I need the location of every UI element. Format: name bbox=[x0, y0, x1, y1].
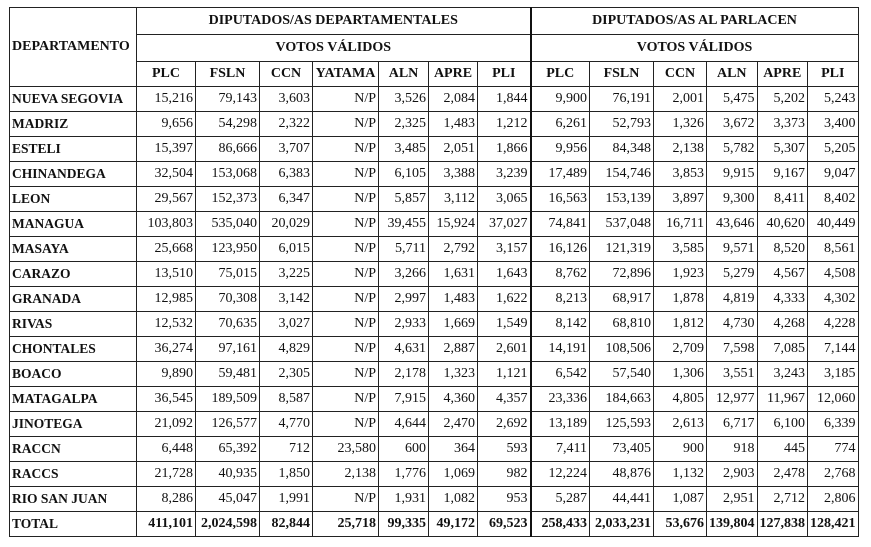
par-vote-cell: 74,841 bbox=[531, 212, 590, 237]
dep-vote-cell: 1,212 bbox=[478, 112, 531, 137]
department-name: CHINANDEGA bbox=[10, 162, 137, 187]
dep-vote-cell: 86,666 bbox=[196, 137, 260, 162]
table-row bbox=[10, 312, 859, 337]
dep-vote-cell: N/P bbox=[313, 412, 379, 437]
par-vote-cell: 8,142 bbox=[531, 312, 590, 337]
par-vote-cell: 7,085 bbox=[757, 337, 808, 362]
dep-vote-cell: 79,143 bbox=[196, 87, 260, 112]
par-vote-cell: 4,508 bbox=[808, 262, 859, 287]
par-vote-cell: 68,917 bbox=[590, 287, 654, 312]
par-vote-cell: 9,900 bbox=[531, 87, 590, 112]
par-vote-cell: 73,405 bbox=[590, 437, 654, 462]
par-vote-cell: 4,302 bbox=[808, 287, 859, 312]
par-vote-cell: 918 bbox=[707, 437, 758, 462]
par-vote-cell: 3,672 bbox=[707, 112, 758, 137]
dep-vote-cell: 36,274 bbox=[137, 337, 196, 362]
par-vote-cell: 4,805 bbox=[654, 387, 707, 412]
par-vote-cell: 7,411 bbox=[531, 437, 590, 462]
dep-vote-cell: 3,142 bbox=[260, 287, 313, 312]
dep-vote-cell: 2,325 bbox=[379, 112, 429, 137]
par-vote-cell: 43,646 bbox=[707, 212, 758, 237]
par-vote-cell: 4,567 bbox=[757, 262, 808, 287]
dep-vote-cell: 4,644 bbox=[379, 412, 429, 437]
par-vote-cell: 1,326 bbox=[654, 112, 707, 137]
department-name: NUEVA SEGOVIA bbox=[10, 87, 137, 112]
total-label: TOTAL bbox=[10, 512, 137, 537]
results-table-container bbox=[9, 7, 859, 537]
dep-vote-cell: 535,040 bbox=[196, 212, 260, 237]
par-vote-cell: 1,923 bbox=[654, 262, 707, 287]
dep-vote-cell: 2,792 bbox=[429, 237, 478, 262]
dep-vote-cell: 153,068 bbox=[196, 162, 260, 187]
par-vote-cell: 127,838 bbox=[757, 512, 808, 537]
col-header-dep-aln: ALN bbox=[379, 62, 429, 87]
table-row bbox=[10, 137, 859, 162]
dep-vote-cell: 2,051 bbox=[429, 137, 478, 162]
dep-vote-cell: 97,161 bbox=[196, 337, 260, 362]
par-vote-cell: 40,449 bbox=[808, 212, 859, 237]
dep-vote-cell: 3,027 bbox=[260, 312, 313, 337]
department-name: JINOTEGA bbox=[10, 412, 137, 437]
dep-vote-cell: 1,931 bbox=[379, 487, 429, 512]
dep-vote-cell: 593 bbox=[478, 437, 531, 462]
par-vote-cell: 17,489 bbox=[531, 162, 590, 187]
col-header-par-plc: PLC bbox=[531, 62, 590, 87]
dep-vote-cell: 2,887 bbox=[429, 337, 478, 362]
par-vote-cell: 2,613 bbox=[654, 412, 707, 437]
par-vote-cell: 3,400 bbox=[808, 112, 859, 137]
dep-vote-cell: 2,322 bbox=[260, 112, 313, 137]
dep-vote-cell: N/P bbox=[313, 487, 379, 512]
par-vote-cell: 16,126 bbox=[531, 237, 590, 262]
dep-vote-cell: 37,027 bbox=[478, 212, 531, 237]
dep-vote-cell: N/P bbox=[313, 187, 379, 212]
par-vote-cell: 12,224 bbox=[531, 462, 590, 487]
dep-vote-cell: 65,392 bbox=[196, 437, 260, 462]
group-title-parlacen: DIPUTADOS/AS AL PARLACEN bbox=[531, 8, 859, 35]
dep-vote-cell: 36,545 bbox=[137, 387, 196, 412]
department-name: CARAZO bbox=[10, 262, 137, 287]
par-vote-cell: 12,060 bbox=[808, 387, 859, 412]
dep-vote-cell: 3,065 bbox=[478, 187, 531, 212]
dep-vote-cell: 8,587 bbox=[260, 387, 313, 412]
dep-vote-cell: N/P bbox=[313, 237, 379, 262]
dep-vote-cell: 1,991 bbox=[260, 487, 313, 512]
dep-vote-cell: 6,448 bbox=[137, 437, 196, 462]
par-vote-cell: 57,540 bbox=[590, 362, 654, 387]
department-name: BOACO bbox=[10, 362, 137, 387]
par-vote-cell: 4,333 bbox=[757, 287, 808, 312]
dep-vote-cell: 3,526 bbox=[379, 87, 429, 112]
dep-vote-cell: 1,483 bbox=[429, 112, 478, 137]
par-vote-cell: 2,138 bbox=[654, 137, 707, 162]
par-vote-cell: 6,100 bbox=[757, 412, 808, 437]
department-name: MADRIZ bbox=[10, 112, 137, 137]
par-vote-cell: 3,897 bbox=[654, 187, 707, 212]
par-vote-cell: 2,951 bbox=[707, 487, 758, 512]
par-vote-cell: 4,819 bbox=[707, 287, 758, 312]
col-header-par-pli: PLI bbox=[808, 62, 859, 87]
par-vote-cell: 445 bbox=[757, 437, 808, 462]
par-vote-cell: 2,712 bbox=[757, 487, 808, 512]
department-name: LEON bbox=[10, 187, 137, 212]
table-row bbox=[10, 112, 859, 137]
dep-vote-cell: 20,029 bbox=[260, 212, 313, 237]
par-vote-cell: 5,782 bbox=[707, 137, 758, 162]
dep-vote-cell: 1,866 bbox=[478, 137, 531, 162]
dep-vote-cell: 99,335 bbox=[379, 512, 429, 537]
dep-vote-cell: 3,485 bbox=[379, 137, 429, 162]
table-row bbox=[10, 162, 859, 187]
table-row bbox=[10, 287, 859, 312]
dep-vote-cell: N/P bbox=[313, 337, 379, 362]
par-vote-cell: 7,598 bbox=[707, 337, 758, 362]
dep-vote-cell: 21,092 bbox=[137, 412, 196, 437]
dep-vote-cell: 3,225 bbox=[260, 262, 313, 287]
col-header-dep-ccn: CCN bbox=[260, 62, 313, 87]
col-header-dep-yatama: YATAMA bbox=[313, 62, 379, 87]
dep-vote-cell: 54,298 bbox=[196, 112, 260, 137]
dep-vote-cell: 2,024,598 bbox=[196, 512, 260, 537]
dep-vote-cell: N/P bbox=[313, 262, 379, 287]
dep-vote-cell: N/P bbox=[313, 287, 379, 312]
par-vote-cell: 9,571 bbox=[707, 237, 758, 262]
dep-vote-cell: 152,373 bbox=[196, 187, 260, 212]
table-row bbox=[10, 237, 859, 262]
dep-vote-cell: 2,084 bbox=[429, 87, 478, 112]
dep-vote-cell: 1,483 bbox=[429, 287, 478, 312]
par-vote-cell: 1,132 bbox=[654, 462, 707, 487]
par-vote-cell: 900 bbox=[654, 437, 707, 462]
dep-vote-cell: 2,470 bbox=[429, 412, 478, 437]
dep-vote-cell: 15,397 bbox=[137, 137, 196, 162]
par-vote-cell: 3,185 bbox=[808, 362, 859, 387]
table-row bbox=[10, 362, 859, 387]
dep-vote-cell: 6,105 bbox=[379, 162, 429, 187]
par-vote-cell: 40,620 bbox=[757, 212, 808, 237]
dep-vote-cell: 70,635 bbox=[196, 312, 260, 337]
dep-vote-cell: 4,829 bbox=[260, 337, 313, 362]
dep-vote-cell: 3,388 bbox=[429, 162, 478, 187]
dep-vote-cell: 3,239 bbox=[478, 162, 531, 187]
dep-vote-cell: N/P bbox=[313, 312, 379, 337]
col-header-par-fsln: FSLN bbox=[590, 62, 654, 87]
par-vote-cell: 1,306 bbox=[654, 362, 707, 387]
par-vote-cell: 4,730 bbox=[707, 312, 758, 337]
department-name: RIVAS bbox=[10, 312, 137, 337]
par-vote-cell: 5,279 bbox=[707, 262, 758, 287]
dep-vote-cell: 2,138 bbox=[313, 462, 379, 487]
table-row bbox=[10, 87, 859, 112]
par-vote-cell: 5,243 bbox=[808, 87, 859, 112]
dep-vote-cell: 6,347 bbox=[260, 187, 313, 212]
par-vote-cell: 537,048 bbox=[590, 212, 654, 237]
table-row bbox=[10, 462, 859, 487]
par-vote-cell: 6,339 bbox=[808, 412, 859, 437]
par-vote-cell: 3,551 bbox=[707, 362, 758, 387]
dep-vote-cell: 2,692 bbox=[478, 412, 531, 437]
table-row bbox=[10, 337, 859, 362]
dep-vote-cell: 2,997 bbox=[379, 287, 429, 312]
group-subtitle-departamentales: VOTOS VÁLIDOS bbox=[137, 35, 531, 62]
dep-vote-cell: N/P bbox=[313, 87, 379, 112]
dep-vote-cell: 6,015 bbox=[260, 237, 313, 262]
par-vote-cell: 44,441 bbox=[590, 487, 654, 512]
par-vote-cell: 2,709 bbox=[654, 337, 707, 362]
dep-vote-cell: N/P bbox=[313, 387, 379, 412]
par-vote-cell: 16,563 bbox=[531, 187, 590, 212]
dep-vote-cell: 1,844 bbox=[478, 87, 531, 112]
dep-vote-cell: N/P bbox=[313, 112, 379, 137]
department-name: RIO SAN JUAN bbox=[10, 487, 137, 512]
dep-vote-cell: 1,549 bbox=[478, 312, 531, 337]
dep-vote-cell: 2,178 bbox=[379, 362, 429, 387]
dep-vote-cell: N/P bbox=[313, 162, 379, 187]
par-vote-cell: 9,915 bbox=[707, 162, 758, 187]
par-vote-cell: 2,903 bbox=[707, 462, 758, 487]
par-vote-cell: 139,804 bbox=[707, 512, 758, 537]
dep-vote-cell: 712 bbox=[260, 437, 313, 462]
par-vote-cell: 184,663 bbox=[590, 387, 654, 412]
dep-vote-cell: 1,622 bbox=[478, 287, 531, 312]
department-name: MASAYA bbox=[10, 237, 137, 262]
par-vote-cell: 3,373 bbox=[757, 112, 808, 137]
par-vote-cell: 2,768 bbox=[808, 462, 859, 487]
par-vote-cell: 11,967 bbox=[757, 387, 808, 412]
par-vote-cell: 76,191 bbox=[590, 87, 654, 112]
par-vote-cell: 1,878 bbox=[654, 287, 707, 312]
table-row bbox=[10, 412, 859, 437]
par-vote-cell: 6,542 bbox=[531, 362, 590, 387]
par-vote-cell: 2,806 bbox=[808, 487, 859, 512]
department-header: DEPARTAMENTO bbox=[10, 8, 137, 87]
dep-vote-cell: 1,643 bbox=[478, 262, 531, 287]
par-vote-cell: 4,268 bbox=[757, 312, 808, 337]
dep-vote-cell: 6,383 bbox=[260, 162, 313, 187]
par-vote-cell: 154,746 bbox=[590, 162, 654, 187]
par-vote-cell: 9,047 bbox=[808, 162, 859, 187]
dep-vote-cell: 7,915 bbox=[379, 387, 429, 412]
department-name: CHONTALES bbox=[10, 337, 137, 362]
dep-vote-cell: 4,360 bbox=[429, 387, 478, 412]
dep-vote-cell: N/P bbox=[313, 212, 379, 237]
dep-vote-cell: 2,933 bbox=[379, 312, 429, 337]
department-name: GRANADA bbox=[10, 287, 137, 312]
par-vote-cell: 7,144 bbox=[808, 337, 859, 362]
dep-vote-cell: 1,121 bbox=[478, 362, 531, 387]
par-vote-cell: 5,307 bbox=[757, 137, 808, 162]
dep-vote-cell: 2,305 bbox=[260, 362, 313, 387]
table-body bbox=[10, 87, 859, 537]
total-row bbox=[10, 512, 859, 537]
dep-vote-cell: 23,580 bbox=[313, 437, 379, 462]
dep-vote-cell: 59,481 bbox=[196, 362, 260, 387]
par-vote-cell: 16,711 bbox=[654, 212, 707, 237]
col-header-dep-plc: PLC bbox=[137, 62, 196, 87]
col-header-dep-apre: APRE bbox=[429, 62, 478, 87]
dep-vote-cell: 3,112 bbox=[429, 187, 478, 212]
dep-vote-cell: 3,707 bbox=[260, 137, 313, 162]
group-title-departamentales: DIPUTADOS/AS DEPARTAMENTALES bbox=[137, 8, 531, 35]
dep-vote-cell: 1,082 bbox=[429, 487, 478, 512]
par-vote-cell: 258,433 bbox=[531, 512, 590, 537]
par-vote-cell: 9,300 bbox=[707, 187, 758, 212]
par-vote-cell: 8,402 bbox=[808, 187, 859, 212]
dep-vote-cell: 1,323 bbox=[429, 362, 478, 387]
par-vote-cell: 72,896 bbox=[590, 262, 654, 287]
dep-vote-cell: 3,266 bbox=[379, 262, 429, 287]
par-vote-cell: 2,001 bbox=[654, 87, 707, 112]
par-vote-cell: 2,033,231 bbox=[590, 512, 654, 537]
par-vote-cell: 121,319 bbox=[590, 237, 654, 262]
par-vote-cell: 68,810 bbox=[590, 312, 654, 337]
par-vote-cell: 153,139 bbox=[590, 187, 654, 212]
dep-vote-cell: 1,669 bbox=[429, 312, 478, 337]
col-header-par-apre: APRE bbox=[757, 62, 808, 87]
column-header-row bbox=[10, 62, 859, 87]
dep-vote-cell: 21,728 bbox=[137, 462, 196, 487]
col-header-dep-fsln: FSLN bbox=[196, 62, 260, 87]
table-row bbox=[10, 212, 859, 237]
department-name: MATAGALPA bbox=[10, 387, 137, 412]
dep-vote-cell: 32,504 bbox=[137, 162, 196, 187]
dep-vote-cell: 5,711 bbox=[379, 237, 429, 262]
par-vote-cell: 13,189 bbox=[531, 412, 590, 437]
dep-vote-cell: N/P bbox=[313, 362, 379, 387]
dep-vote-cell: 9,890 bbox=[137, 362, 196, 387]
par-vote-cell: 8,213 bbox=[531, 287, 590, 312]
dep-vote-cell: 4,770 bbox=[260, 412, 313, 437]
dep-vote-cell: 1,631 bbox=[429, 262, 478, 287]
table-row bbox=[10, 437, 859, 462]
dep-vote-cell: 982 bbox=[478, 462, 531, 487]
par-vote-cell: 8,762 bbox=[531, 262, 590, 287]
par-vote-cell: 14,191 bbox=[531, 337, 590, 362]
dep-vote-cell: 15,216 bbox=[137, 87, 196, 112]
par-vote-cell: 52,793 bbox=[590, 112, 654, 137]
table-row bbox=[10, 387, 859, 412]
dep-vote-cell: 1,850 bbox=[260, 462, 313, 487]
dep-vote-cell: 15,924 bbox=[429, 212, 478, 237]
col-header-dep-pli: PLI bbox=[478, 62, 531, 87]
group-subtitle-parlacen: VOTOS VÁLIDOS bbox=[531, 35, 859, 62]
dep-vote-cell: 40,935 bbox=[196, 462, 260, 487]
par-vote-cell: 5,287 bbox=[531, 487, 590, 512]
dep-vote-cell: 3,603 bbox=[260, 87, 313, 112]
col-header-par-aln: ALN bbox=[707, 62, 758, 87]
dep-vote-cell: 5,857 bbox=[379, 187, 429, 212]
par-vote-cell: 1,087 bbox=[654, 487, 707, 512]
par-vote-cell: 128,421 bbox=[808, 512, 859, 537]
dep-vote-cell: 600 bbox=[379, 437, 429, 462]
par-vote-cell: 23,336 bbox=[531, 387, 590, 412]
dep-vote-cell: 8,286 bbox=[137, 487, 196, 512]
dep-vote-cell: 953 bbox=[478, 487, 531, 512]
department-name: RACCN bbox=[10, 437, 137, 462]
dep-vote-cell: 70,308 bbox=[196, 287, 260, 312]
election-results-table bbox=[9, 7, 859, 537]
dep-vote-cell: 411,101 bbox=[137, 512, 196, 537]
par-vote-cell: 9,167 bbox=[757, 162, 808, 187]
par-vote-cell: 108,506 bbox=[590, 337, 654, 362]
par-vote-cell: 53,676 bbox=[654, 512, 707, 537]
par-vote-cell: 12,977 bbox=[707, 387, 758, 412]
par-vote-cell: 3,585 bbox=[654, 237, 707, 262]
dep-vote-cell: 12,532 bbox=[137, 312, 196, 337]
dep-vote-cell: 69,523 bbox=[478, 512, 531, 537]
col-header-par-ccn: CCN bbox=[654, 62, 707, 87]
dep-vote-cell: 25,718 bbox=[313, 512, 379, 537]
dep-vote-cell: 75,015 bbox=[196, 262, 260, 287]
par-vote-cell: 125,593 bbox=[590, 412, 654, 437]
dep-vote-cell: 49,172 bbox=[429, 512, 478, 537]
dep-vote-cell: 9,656 bbox=[137, 112, 196, 137]
dep-vote-cell: 2,601 bbox=[478, 337, 531, 362]
par-vote-cell: 5,205 bbox=[808, 137, 859, 162]
department-name: RACCS bbox=[10, 462, 137, 487]
par-vote-cell: 3,853 bbox=[654, 162, 707, 187]
par-vote-cell: 1,812 bbox=[654, 312, 707, 337]
dep-vote-cell: 1,069 bbox=[429, 462, 478, 487]
department-name: MANAGUA bbox=[10, 212, 137, 237]
dep-vote-cell: 13,510 bbox=[137, 262, 196, 287]
table-row bbox=[10, 262, 859, 287]
par-vote-cell: 6,717 bbox=[707, 412, 758, 437]
dep-vote-cell: 29,567 bbox=[137, 187, 196, 212]
dep-vote-cell: 103,803 bbox=[137, 212, 196, 237]
dep-vote-cell: 4,631 bbox=[379, 337, 429, 362]
dep-vote-cell: 39,455 bbox=[379, 212, 429, 237]
dep-vote-cell: 82,844 bbox=[260, 512, 313, 537]
par-vote-cell: 84,348 bbox=[590, 137, 654, 162]
dep-vote-cell: 12,985 bbox=[137, 287, 196, 312]
par-vote-cell: 9,956 bbox=[531, 137, 590, 162]
par-vote-cell: 48,876 bbox=[590, 462, 654, 487]
par-vote-cell: 8,411 bbox=[757, 187, 808, 212]
par-vote-cell: 5,475 bbox=[707, 87, 758, 112]
par-vote-cell: 8,520 bbox=[757, 237, 808, 262]
par-vote-cell: 774 bbox=[808, 437, 859, 462]
par-vote-cell: 4,228 bbox=[808, 312, 859, 337]
par-vote-cell: 5,202 bbox=[757, 87, 808, 112]
par-vote-cell: 8,561 bbox=[808, 237, 859, 262]
dep-vote-cell: 123,950 bbox=[196, 237, 260, 262]
par-vote-cell: 2,478 bbox=[757, 462, 808, 487]
dep-vote-cell: 189,509 bbox=[196, 387, 260, 412]
department-name: ESTELI bbox=[10, 137, 137, 162]
dep-vote-cell: 45,047 bbox=[196, 487, 260, 512]
dep-vote-cell: 25,668 bbox=[137, 237, 196, 262]
table-row bbox=[10, 487, 859, 512]
par-vote-cell: 3,243 bbox=[757, 362, 808, 387]
dep-vote-cell: 364 bbox=[429, 437, 478, 462]
par-vote-cell: 6,261 bbox=[531, 112, 590, 137]
dep-vote-cell: 1,776 bbox=[379, 462, 429, 487]
dep-vote-cell: N/P bbox=[313, 137, 379, 162]
table-row bbox=[10, 187, 859, 212]
dep-vote-cell: 3,157 bbox=[478, 237, 531, 262]
dep-vote-cell: 126,577 bbox=[196, 412, 260, 437]
dep-vote-cell: 4,357 bbox=[478, 387, 531, 412]
